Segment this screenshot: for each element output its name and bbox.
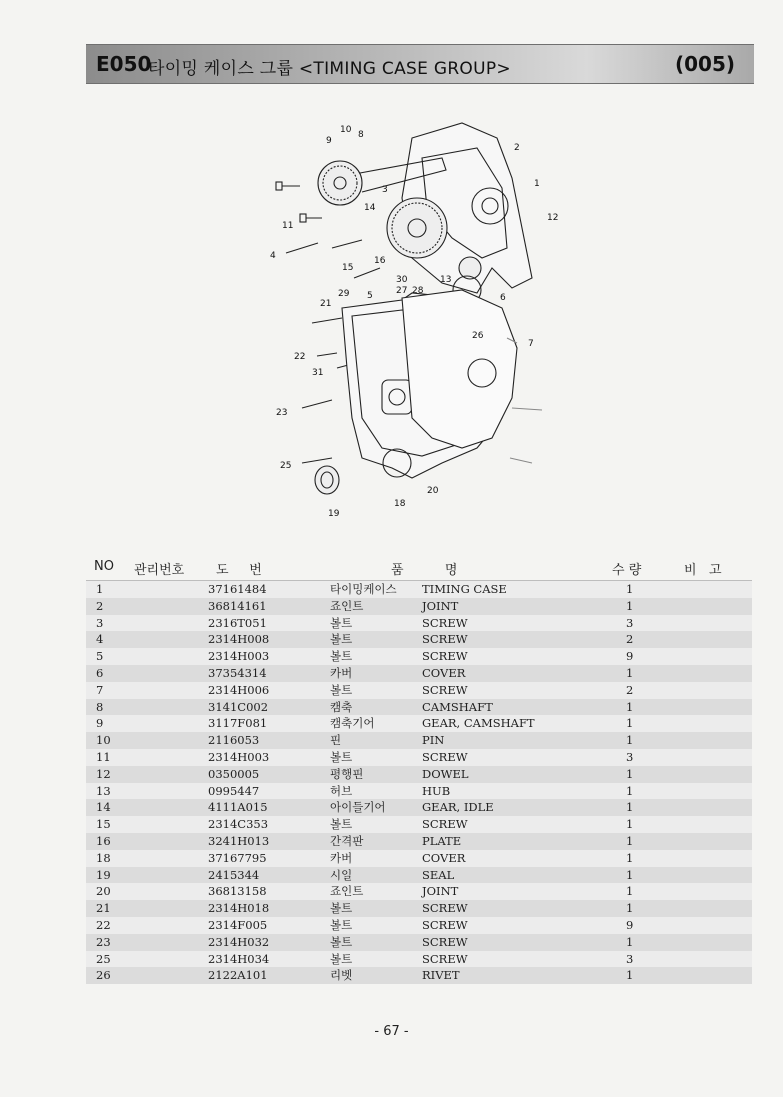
table-row: 13 0995447 허브 HUB 1 [86,783,752,800]
callout-3: 3 [382,185,388,195]
table-row: 12 0350005 평행핀 DOWEL 1 [86,766,752,783]
page-number: - 67 - [374,1024,409,1039]
callout-30: 30 [396,275,408,285]
callout-18: 18 [394,499,406,509]
callout-6: 6 [500,293,506,303]
table-row: 16 3241H013 간격판 PLATE 1 [86,833,752,850]
callout-7: 7 [528,339,534,349]
header-qty: 수 량 [612,563,642,578]
callout-8: 8 [358,130,364,140]
group-code: E050 [96,52,152,76]
callout-4: 4 [270,251,276,261]
table-row: 23 2314H032 볼트 SCREW 1 [86,934,752,951]
table-row: 6 37354314 카버 COVER 1 [86,665,752,682]
table-row: 9 3117F081 캠축기어 GEAR, CAMSHAFT 1 [86,715,752,732]
callout-19: 19 [328,509,340,519]
callout-15: 15 [342,263,354,273]
callout-11: 11 [282,221,294,231]
table-row: 20 36813158 죠인트 JOINT 1 [86,883,752,900]
callout-26: 26 [472,331,484,341]
callout-23: 23 [276,408,288,418]
header-mgmt-no: 관리번호 [134,563,185,578]
callout-29: 29 [338,289,350,299]
table-row: 7 2314H006 볼트 SCREW 2 [86,682,752,699]
callout-10: 10 [340,125,352,135]
exploded-parts-diagram [262,118,562,528]
table-row: 18 37167795 카버 COVER 1 [86,850,752,867]
callout-5: 5 [367,291,373,301]
callout-22: 22 [294,352,306,362]
callout-14: 14 [364,203,376,213]
table-row: 5 2314H003 볼트 SCREW 9 [86,648,752,665]
table-row: 22 2314F005 볼트 SCREW 9 [86,917,752,934]
table-body [86,581,752,984]
table-row: 14 4111A015 아이들기어 GEAR, IDLE 1 [86,799,752,816]
callout-9: 9 [326,136,332,146]
callout-31: 31 [312,368,324,378]
callout-21: 21 [320,299,332,309]
callout-16: 16 [374,256,386,266]
header-part-name: 품 명 [391,563,458,578]
table-row: 25 2314H034 볼트 SCREW 3 [86,951,752,968]
table-row: 2 36814161 죠인트 JOINT 1 [86,598,752,615]
table-row: 21 2314H018 볼트 SCREW 1 [86,900,752,917]
callout-25: 25 [280,461,292,471]
header-no: NO [94,559,114,574]
table-row: 10 2116053 핀 PIN 1 [86,732,752,749]
callout-20: 20 [427,486,439,496]
callout-2: 2 [514,143,520,153]
callout-13: 13 [440,275,452,285]
callout-1: 1 [534,179,540,189]
table-row: 8 3141C002 캠축 CAMSHAFT 1 [86,699,752,716]
table-row: 15 2314C353 볼트 SCREW 1 [86,816,752,833]
table-header [86,555,752,581]
callout-12: 12 [547,213,559,223]
table-row: 4 2314H008 볼트 SCREW 2 [86,631,752,648]
parts-table [86,555,752,984]
table-row: 11 2314H003 볼트 SCREW 3 [86,749,752,766]
page-reference: (005) [674,52,735,76]
table-row: 26 2122A101 리벳 RIVET 1 [86,967,752,984]
table-row: 1 37161484 타이밍케이스 TIMING CASE 1 [86,581,752,598]
header-remarks: 비 고 [684,563,722,578]
table-row: 3 2316T051 볼트 SCREW 3 [86,615,752,632]
callout-27: 27 [396,286,408,296]
header-drawing-no: 도 번 [216,563,262,578]
callout-28: 28 [412,286,424,296]
table-row: 19 2415344 시일 SEAL 1 [86,867,752,884]
group-title: 타이밍 케이스 그룹 <TIMING CASE GROUP> [148,59,511,79]
